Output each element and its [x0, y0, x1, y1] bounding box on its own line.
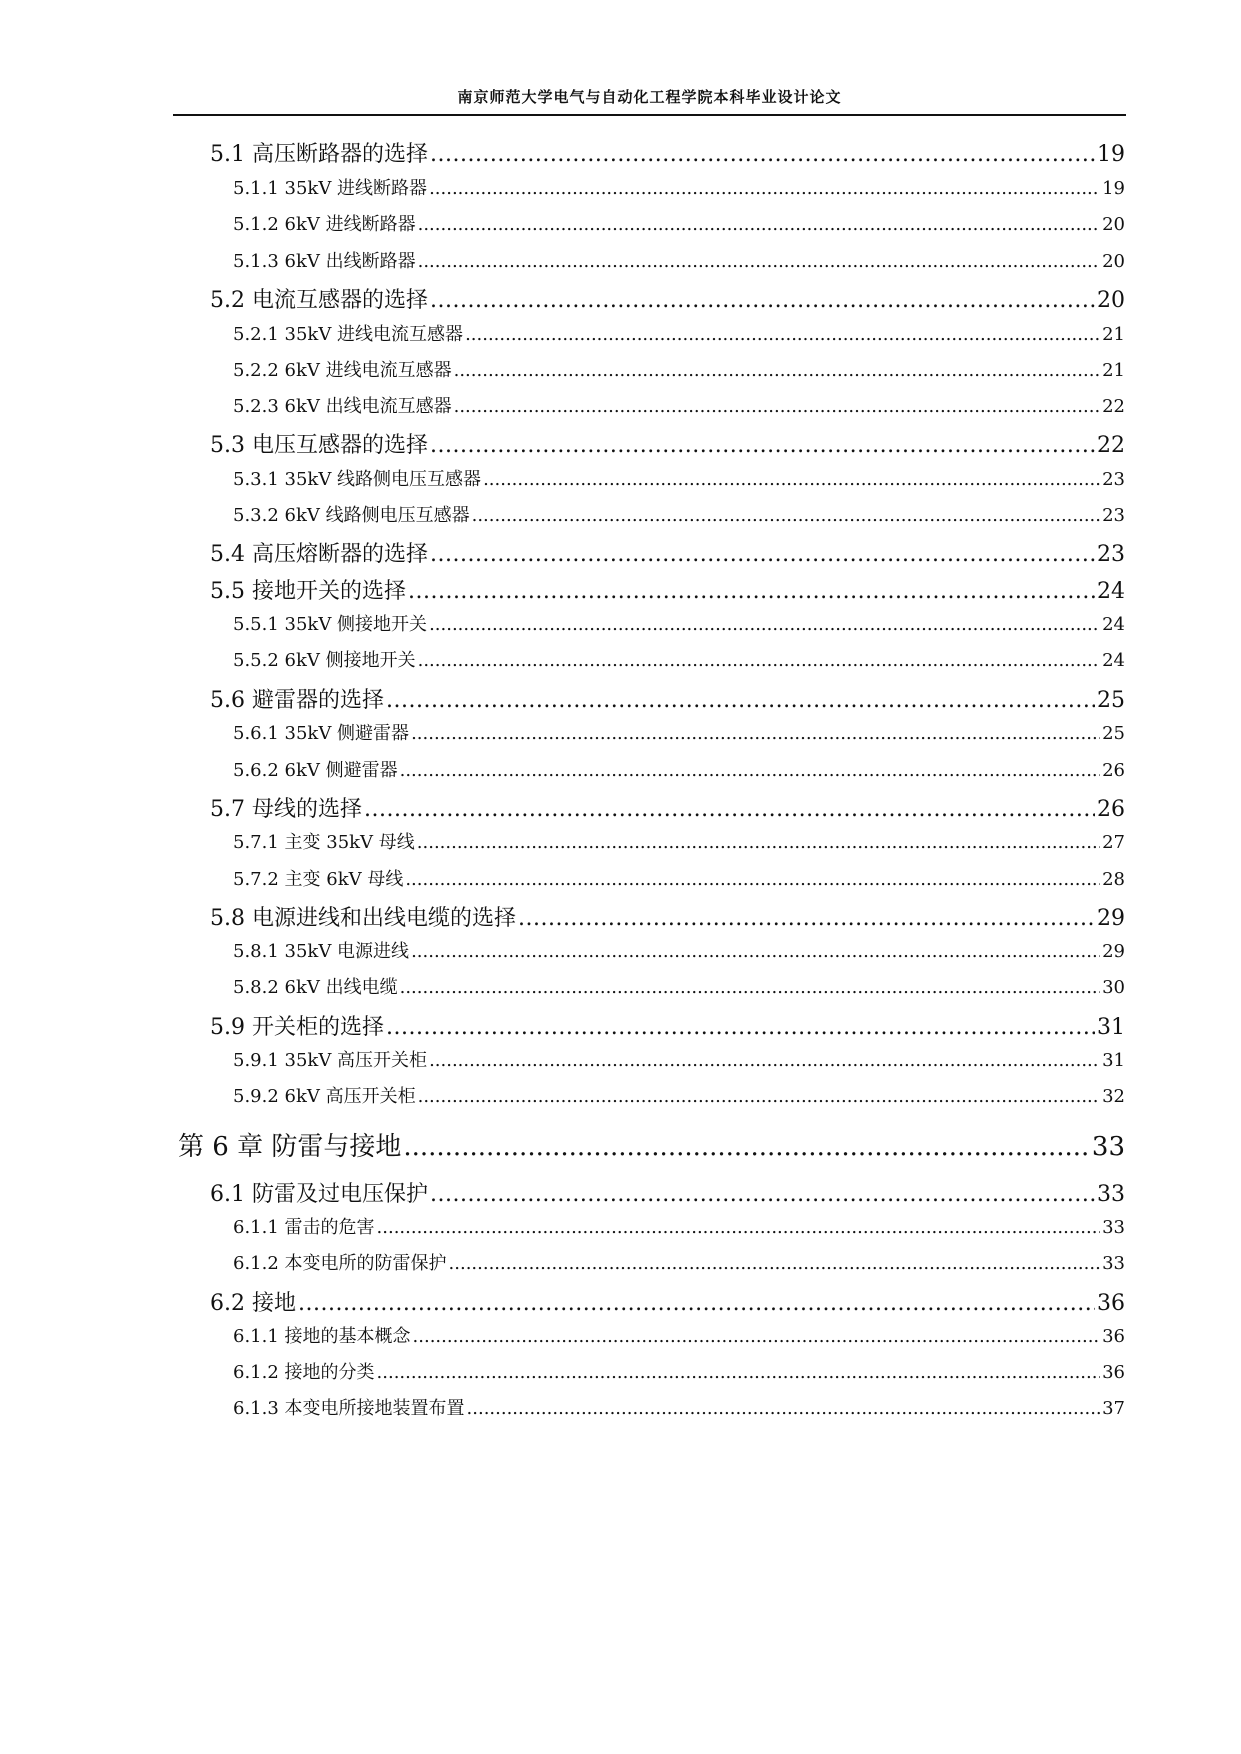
- toc-entry-title: 5.4 高压熔断器的选择: [210, 542, 428, 567]
- toc-entry[interactable]: [233, 1213, 1125, 1239]
- toc-dot-leader: [454, 360, 1100, 381]
- toc-entry[interactable]: [210, 1177, 1125, 1208]
- toc-dot-leader: [364, 797, 1095, 822]
- toc-page-number: 33: [1102, 1253, 1125, 1274]
- toc-page-number: 26: [1097, 797, 1125, 822]
- toc-dot-leader: [386, 688, 1095, 713]
- toc-page-number: 23: [1102, 469, 1125, 490]
- toc-entry[interactable]: [210, 137, 1125, 168]
- toc-page-number: 33: [1091, 1132, 1125, 1162]
- toc-entry-title: 5.8.1 35kV 电源进线: [233, 941, 410, 962]
- toc-page-number: 24: [1102, 650, 1125, 671]
- toc-dot-leader: [400, 760, 1100, 781]
- toc-entry[interactable]: [233, 973, 1125, 999]
- toc-entry[interactable]: [233, 1358, 1125, 1384]
- toc-page-number: 22: [1097, 433, 1125, 458]
- toc-page-number: 26: [1102, 760, 1125, 781]
- toc-page-number: 37: [1102, 1398, 1125, 1419]
- toc-entry[interactable]: [233, 356, 1125, 382]
- toc-entry-title: 5.9.1 35kV 高压开关柜: [233, 1050, 428, 1071]
- toc-page-number: 23: [1102, 505, 1125, 526]
- toc-page-number: 29: [1102, 941, 1125, 962]
- toc-entry-title: 5.1.1 35kV 进线断路器: [233, 178, 428, 199]
- toc-dot-leader: [465, 324, 1100, 345]
- toc-dot-leader: [386, 1015, 1095, 1040]
- toc-page-number: 31: [1097, 1015, 1125, 1040]
- toc-dot-leader: [417, 832, 1100, 853]
- toc-dot-leader: [430, 288, 1095, 313]
- toc-page-number: 36: [1097, 1291, 1125, 1316]
- toc-dot-leader: [454, 396, 1100, 417]
- toc-entry[interactable]: [233, 174, 1125, 200]
- toc-page-number: 25: [1102, 723, 1125, 744]
- toc-entry-title: 6.2 接地: [210, 1291, 296, 1316]
- toc-dot-leader: [467, 1398, 1101, 1419]
- toc-entry-title: 5.5.2 6kV 侧接地开关: [233, 650, 416, 671]
- toc-entry[interactable]: [233, 320, 1125, 346]
- toc-entry-title: 5.6 避雷器的选择: [210, 688, 384, 713]
- toc-entry-title: 5.7 母线的选择: [210, 797, 362, 822]
- toc-dot-leader: [430, 142, 1095, 167]
- toc-entry-title: 5.7.1 主变 35kV 母线: [233, 832, 415, 853]
- toc-dot-leader: [429, 614, 1100, 635]
- toc-page-number: 36: [1102, 1326, 1125, 1347]
- toc-page-number: 20: [1102, 251, 1125, 272]
- toc-page-number: 32: [1102, 1086, 1125, 1107]
- toc-dot-leader: [418, 1086, 1100, 1107]
- toc-dot-leader: [418, 214, 1100, 235]
- toc-entry[interactable]: [233, 756, 1125, 782]
- toc-entry[interactable]: [233, 501, 1125, 527]
- toc-page-number: 36: [1102, 1362, 1125, 1383]
- toc-entry[interactable]: [210, 537, 1125, 568]
- toc-dot-leader: [411, 941, 1100, 962]
- toc-entry-title: 5.2 电流互感器的选择: [210, 288, 428, 313]
- toc-entry-title: 5.6.2 6kV 侧避雷器: [233, 760, 398, 781]
- toc-dot-leader: [429, 178, 1100, 199]
- toc-dot-leader: [430, 433, 1095, 458]
- toc-dot-leader: [449, 1253, 1101, 1274]
- toc-entry[interactable]: [210, 283, 1125, 314]
- toc-entry-title: 5.3.2 6kV 线路侧电压互感器: [233, 505, 470, 526]
- toc-entry[interactable]: [210, 574, 1125, 605]
- toc-page-number: 24: [1097, 579, 1125, 604]
- toc-dot-leader: [429, 1050, 1100, 1071]
- toc-entry-title: 5.2.2 6kV 进线电流互感器: [233, 360, 452, 381]
- toc-page-number: 23: [1097, 542, 1125, 567]
- toc-entry[interactable]: [233, 1394, 1125, 1420]
- toc-entry[interactable]: [233, 937, 1125, 963]
- toc-dot-leader: [518, 906, 1095, 931]
- toc-entry-title: 5.9 开关柜的选择: [210, 1015, 384, 1040]
- toc-entry[interactable]: [233, 210, 1125, 236]
- toc-page-number: 28: [1102, 869, 1125, 890]
- toc-page-number: 29: [1097, 906, 1125, 931]
- toc-entry[interactable]: [233, 1046, 1125, 1072]
- toc-page-number: 25: [1097, 688, 1125, 713]
- toc-entry-title: 5.3.1 35kV 线路侧电压互感器: [233, 469, 482, 490]
- toc-entry[interactable]: [233, 646, 1125, 672]
- toc-entry-title: 6.1 防雷及过电压保护: [210, 1182, 428, 1207]
- toc-dot-leader: [430, 542, 1095, 567]
- toc-dot-leader: [411, 723, 1100, 744]
- toc-entry-title: 5.1.3 6kV 出线断路器: [233, 251, 416, 272]
- toc-dot-leader: [430, 1182, 1095, 1207]
- toc-page-number: 21: [1102, 324, 1125, 345]
- toc-page-number: 22: [1102, 396, 1125, 417]
- toc-entry-title: 5.2.1 35kV 进线电流互感器: [233, 324, 464, 345]
- toc-entry-title: 5.8 电源进线和出线电缆的选择: [210, 906, 516, 931]
- toc-entry[interactable]: [233, 392, 1125, 418]
- toc-page-number: 19: [1102, 178, 1125, 199]
- toc-entry[interactable]: [210, 901, 1125, 932]
- toc-entry-title: 6.1.1 接地的基本概念: [233, 1326, 411, 1347]
- toc-entry[interactable]: [233, 719, 1125, 745]
- toc-entry-title: 6.1.1 雷击的危害: [233, 1217, 375, 1238]
- toc-page-number: 21: [1102, 360, 1125, 381]
- toc-dot-leader: [418, 650, 1100, 671]
- toc-entry-title: 5.1 高压断路器的选择: [210, 142, 428, 167]
- toc-dot-leader: [377, 1362, 1101, 1383]
- toc-page-number: 19: [1097, 142, 1125, 167]
- toc-dot-leader: [298, 1291, 1095, 1316]
- toc-entry-title: 第 6 章 防雷与接地: [178, 1132, 402, 1162]
- toc-page-number: 27: [1102, 832, 1125, 853]
- toc-entry-title: 6.1.2 接地的分类: [233, 1362, 375, 1383]
- toc-page-number: 31: [1102, 1050, 1125, 1071]
- toc-entry-title: 5.6.1 35kV 侧避雷器: [233, 723, 410, 744]
- toc-page-number: 24: [1102, 614, 1125, 635]
- toc-dot-leader: [403, 1132, 1090, 1162]
- header-divider: [173, 114, 1126, 116]
- toc-entry[interactable]: [210, 428, 1125, 459]
- toc-entry[interactable]: [233, 247, 1125, 273]
- toc-dot-leader: [472, 505, 1100, 526]
- toc-entry-title: 5.1.2 6kV 进线断路器: [233, 214, 416, 235]
- toc-page-number: 20: [1097, 288, 1125, 313]
- toc-dot-leader: [483, 469, 1100, 490]
- toc-page-number: 33: [1102, 1217, 1125, 1238]
- toc-entry-title: 5.7.2 主变 6kV 母线: [233, 869, 404, 890]
- toc-entry-title: 5.5 接地开关的选择: [210, 579, 406, 604]
- toc-entry[interactable]: [233, 1322, 1125, 1348]
- toc-entry-title: 6.1.2 本变电所的防雷保护: [233, 1253, 447, 1274]
- toc-entry-title: 5.2.3 6kV 出线电流互感器: [233, 396, 452, 417]
- toc-entry-title: 5.8.2 6kV 出线电缆: [233, 977, 398, 998]
- toc-entry[interactable]: [178, 1126, 1125, 1163]
- toc-dot-leader: [377, 1217, 1101, 1238]
- toc-entry[interactable]: [233, 1082, 1125, 1108]
- toc-entry-title: 5.9.2 6kV 高压开关柜: [233, 1086, 416, 1107]
- toc-entry[interactable]: [210, 792, 1125, 823]
- toc-entry[interactable]: [210, 1010, 1125, 1041]
- toc-entry[interactable]: [233, 610, 1125, 636]
- toc-page-number: 20: [1102, 214, 1125, 235]
- toc-dot-leader: [400, 977, 1100, 998]
- toc-dot-leader: [413, 1326, 1101, 1347]
- toc-entry[interactable]: [210, 1286, 1125, 1317]
- toc-page-number: 33: [1097, 1182, 1125, 1207]
- toc-entry[interactable]: [210, 683, 1125, 714]
- toc-entry[interactable]: [233, 1249, 1125, 1275]
- toc-entry[interactable]: [233, 465, 1125, 491]
- toc-entry[interactable]: [233, 865, 1125, 891]
- toc-dot-leader: [418, 251, 1100, 272]
- toc-page-number: 30: [1102, 977, 1125, 998]
- toc-entry-title: 5.3 电压互感器的选择: [210, 433, 428, 458]
- page-header: 南京师范大学电气与自动化工程学院本科毕业设计论文: [457, 88, 842, 106]
- toc-dot-leader: [405, 869, 1100, 890]
- toc-entry[interactable]: [233, 828, 1125, 854]
- toc-entry-title: 5.5.1 35kV 侧接地开关: [233, 614, 428, 635]
- toc-dot-leader: [408, 579, 1095, 604]
- toc-entry-title: 6.1.3 本变电所接地装置布置: [233, 1398, 465, 1419]
